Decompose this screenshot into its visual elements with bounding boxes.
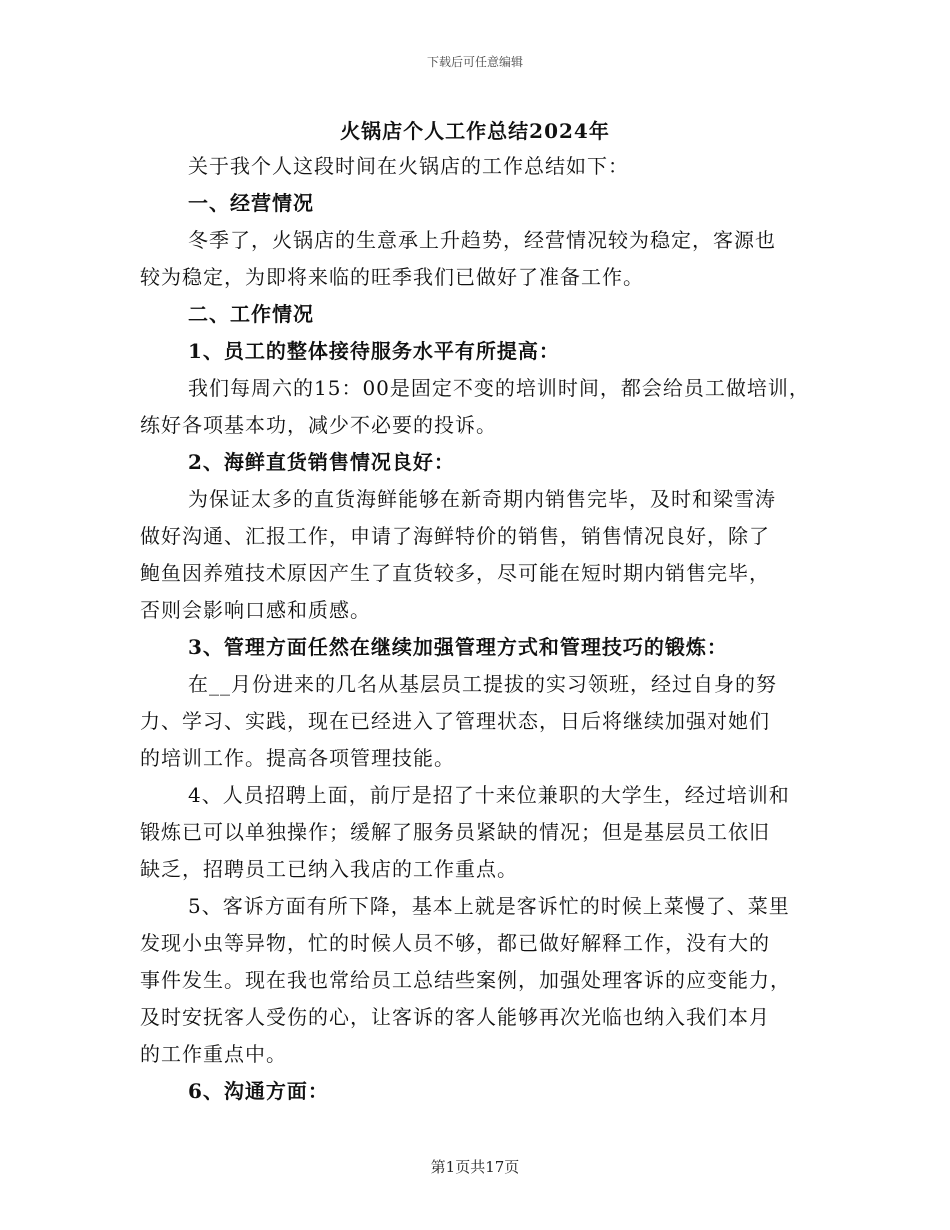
paragraph-line: 4、人员招聘上面，前厅是招了十来位兼职的大学生，经过培训和 — [188, 783, 790, 807]
document-title: 火锅店个人工作总结2024年 — [340, 119, 610, 143]
paragraph-line: 为保证太多的直货海鲜能够在新奇期内销售完毕，及时和梁雪涛 — [188, 487, 776, 511]
paragraph-line: 的工作重点中。 — [140, 1042, 287, 1066]
paragraph-line: 发现小虫等异物，忙的时候人员不够，都已做好解释工作，没有大的 — [140, 931, 770, 955]
page-footer: 第1页共17页 — [430, 1158, 520, 1176]
paragraph-line: 否则会影响口感和质感。 — [140, 598, 371, 622]
paragraph-line: 练好各项基本功，减少不必要的投诉。 — [140, 413, 497, 437]
paragraph-line: 锻炼已可以单独操作；缓解了服务员紧缺的情况；但是基层员工依旧 — [140, 820, 770, 844]
paragraph-line: 我们每周六的15：00是固定不变的培训时间，都会给员工做培训， — [188, 376, 810, 400]
section-heading: 一、经营情况 — [188, 191, 314, 215]
section-heading: 6、沟通方面： — [188, 1079, 329, 1103]
paragraph-line: 关于我个人这段时间在火锅店的工作总结如下： — [188, 154, 629, 178]
header-note: 下载后可任意编辑 — [426, 55, 523, 69]
paragraph-line: 冬季了，火锅店的生意承上升趋势，经营情况较为稳定，客源也 — [188, 228, 776, 252]
document-body — [140, 148, 830, 1110]
paragraph-line: 力、学习、实践，现在已经进入了管理状态，日后将继续加强对她们 — [140, 709, 770, 733]
paragraph-line: 缺乏，招聘员工已纳入我店的工作重点。 — [140, 857, 518, 881]
paragraph-line: 及时安抚客人受伤的心，让客诉的客人能够再次光临也纳入我们本月 — [140, 1005, 770, 1029]
paragraph-line: 鲍鱼因养殖技术原因产生了直货较多，尽可能在短时期内销售完毕， — [140, 561, 770, 585]
section-heading: 2、海鲜直货销售情况良好： — [188, 450, 455, 474]
paragraph-line: 较为稳定，为即将来临的旺季我们已做好了准备工作。 — [140, 265, 644, 289]
paragraph-line: 5、客诉方面有所下降，基本上就是客诉忙的时候上菜慢了、菜里 — [188, 894, 790, 918]
paragraph-line: 的培训工作。提高各项管理技能。 — [140, 746, 455, 770]
section-heading: 二、工作情况 — [188, 302, 314, 326]
paragraph-line: 做好沟通、汇报工作，申请了海鲜特价的销售，销售情况良好，除了 — [140, 524, 770, 548]
section-heading: 3、管理方面任然在继续加强管理方式和管理技巧的锻炼： — [188, 635, 728, 659]
paragraph-line: 事件发生。现在我也常给员工总结些案例，加强处理客诉的应变能力， — [140, 968, 791, 992]
section-heading: 1、员工的整体接待服务水平有所提高： — [188, 339, 560, 363]
paragraph-line: 在__月份进来的几名从基层员工提拔的实习领班，经过自身的努 — [188, 672, 777, 696]
